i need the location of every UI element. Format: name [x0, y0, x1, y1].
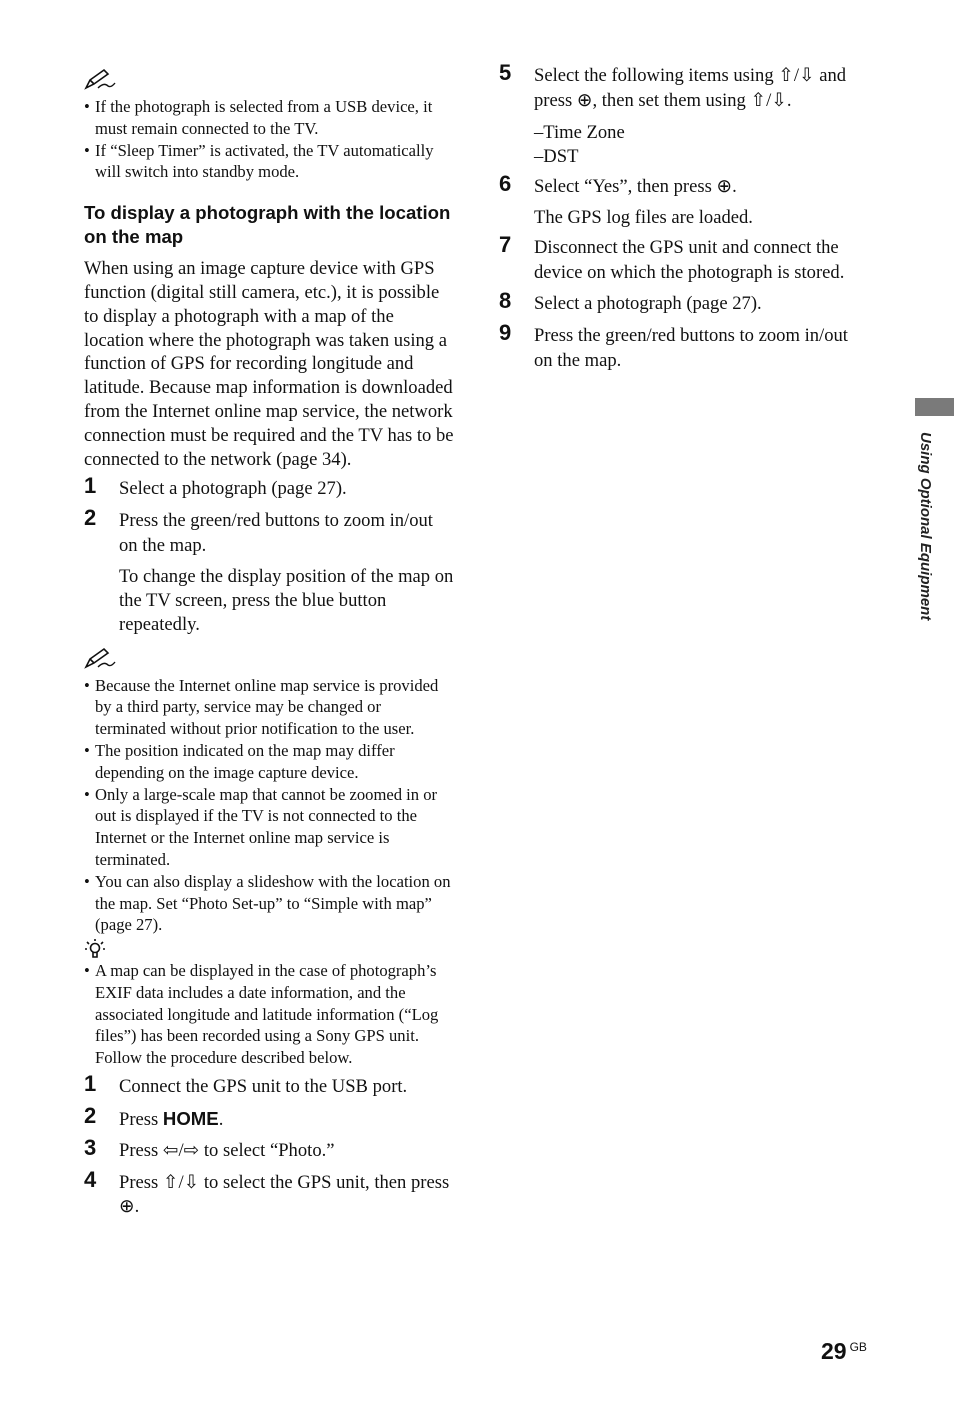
gps-step-4 [84, 1166, 456, 1220]
step-text-pre: Press [119, 1140, 163, 1162]
enter-button-icon: ⊕ [576, 89, 593, 111]
enter-button-icon: ⊕ [716, 175, 733, 197]
step-text: Select a photograph (page 27). [119, 478, 347, 500]
step-number: 1 [84, 1071, 97, 1097]
left-right-arrow-icon: ⇦/⇨ [162, 1140, 200, 1162]
gps-step-3 [84, 1135, 456, 1164]
step-2-detail: To change the display position of the map on the TV screen, press the blue button repeatedly. [119, 566, 454, 635]
step-text-post: . [218, 1108, 224, 1130]
step-number: 1 [84, 473, 97, 499]
step-number: 2 [84, 1102, 97, 1128]
right-column [499, 60, 871, 380]
page-number-suffix: GB [849, 1340, 867, 1354]
gps-step-1 [84, 1071, 456, 1100]
tip-list [84, 960, 456, 1069]
note-item: • Only a large-scale map that cannot be zoomed in or out is displayed if the TV is not connected to the Internet or the Internet online map service is terminated. [84, 784, 456, 871]
page-number-value: 29 [821, 1338, 847, 1364]
gps-step-2 [84, 1102, 456, 1133]
gps-step-8 [499, 288, 871, 317]
step-text-pre: Select “Yes”, then press [534, 175, 717, 197]
note-list-1 [84, 96, 456, 183]
step-1 [84, 473, 456, 502]
step-number: 5 [499, 60, 512, 85]
step-number: 3 [84, 1135, 97, 1161]
section-tab-marker [915, 398, 954, 416]
step-text-pre: Select the following items using [534, 65, 779, 86]
gps-step-5 [499, 60, 871, 113]
step-number: 6 [499, 170, 512, 196]
step-6-detail: The GPS log files are loaded. [534, 207, 753, 229]
note-item: • If the photograph is selected from a USB device, it must remain connected to the TV. [84, 96, 456, 140]
step-text: Press the green/red buttons to zoom in/out on the map. [119, 509, 433, 556]
item-time-zone: –Time Zone [534, 122, 625, 144]
note-list-2 [84, 675, 456, 937]
step-text-mid2: , then set them using [592, 89, 751, 111]
step-number: 7 [499, 232, 512, 258]
item-dst: –DST [534, 145, 579, 167]
section-side-label: Using Optional Equipment [917, 432, 934, 621]
up-down-arrow-icon: ⇧/⇩ [750, 89, 787, 111]
step-text-end: . [786, 89, 792, 111]
gps-step-6 [499, 170, 871, 200]
step-number: 4 [84, 1166, 97, 1192]
home-button-label: HOME [162, 1107, 219, 1129]
step-text-pre: Press [119, 1171, 163, 1193]
step-number: 8 [499, 288, 512, 314]
note-item: • If “Sleep Timer” is activated, the TV automatically will switch into standby mode. [84, 140, 456, 184]
up-down-arrow-icon: ⇧/⇩ [778, 65, 815, 86]
note-item: • Because the Internet online map service is provided by a third party, service may be changed or terminated without prior notification to the user. [84, 675, 456, 740]
enter-button-icon: ⊕ [119, 1196, 135, 1218]
note-pencil-icon [84, 64, 456, 96]
section-heading: To display a photograph with the location on the map [84, 202, 451, 248]
step-text-end: . [732, 175, 737, 197]
note-pencil-icon [84, 643, 456, 675]
gps-step-9 [499, 319, 871, 373]
step-text: Connect the GPS unit to the USB port. [119, 1076, 408, 1098]
step-5-items [499, 121, 871, 169]
step-text-pre: Press [119, 1108, 163, 1130]
note-item: • You can also display a slideshow with the location on the map. Set “Photo Set-up” to “Simple with map” (page 27). [84, 871, 456, 936]
step-number: 9 [499, 319, 512, 345]
step-text-post: to select “Photo.” [199, 1140, 335, 1162]
step-text-mid: to select the GPS unit, then press [199, 1171, 450, 1193]
lightbulb-icon [84, 936, 456, 960]
step-text: Press the green/red buttons to zoom in/out on the map. [534, 324, 848, 371]
gps-step-7 [499, 232, 871, 285]
page-number [821, 1338, 867, 1365]
step-text: Select a photograph (page 27). [534, 293, 762, 315]
step-text-mid: and press [534, 65, 847, 111]
note-item: • The position indicated on the map may differ depending on the image capture device. [84, 740, 456, 784]
up-down-arrow-icon: ⇧/⇩ [162, 1171, 200, 1193]
step-2 [84, 504, 456, 558]
step-number: 2 [84, 504, 97, 530]
step-text-end: . [134, 1196, 140, 1218]
left-column [84, 64, 456, 1227]
step-text: Disconnect the GPS unit and connect the device on which the photograph is stored. [534, 237, 845, 283]
intro-paragraph: When using an image capture device with GPS function (digital still camera, etc.), it is possible to display a photograph with a map of the location where the photograph was taken using a function of GPS for recording longitude and latitude. Because map information is downloaded from the Internet online map service, the network connection must be required and the TV has to be connected to the network (page 34). [84, 258, 454, 470]
tip-item: • A map can be displayed in the case of photograph’s EXIF data includes a date information, and the associated longitude and latitude information (“Log files”) has been recorded using a Sony GPS unit. Follow the procedure described below. [84, 960, 456, 1069]
